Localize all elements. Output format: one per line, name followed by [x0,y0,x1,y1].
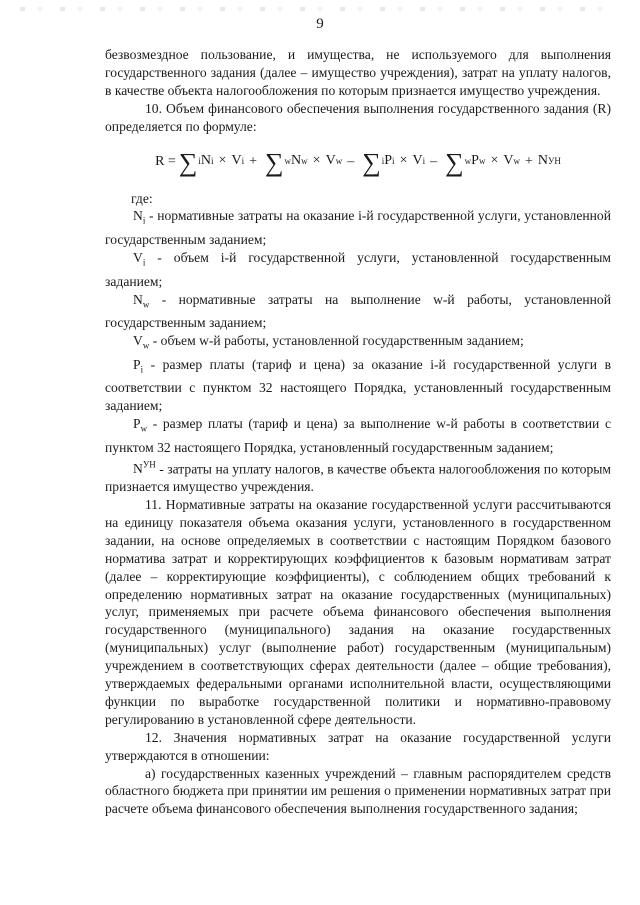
paragraph-intro: безвозмездное пользование, и имущества, не используемого для выполнения государственного задания (далее – имущество учреждения), затрат на уплату налогов, в качестве объекта налогообложения по которым признается имущество учреждения. [105,47,611,98]
definition-symbol: $N_w$ [133,291,150,310]
where-label: где: [131,190,153,206]
definition-item [105,457,611,496]
sum-index: i [198,155,201,166]
formula-operator: – [430,153,438,169]
definition-item [105,356,611,415]
sum-index: w [464,155,472,166]
sum-index: w [284,155,292,166]
formula-operator: – [347,153,355,169]
definition-item [105,207,611,249]
formula-operator: + [249,153,257,169]
definition-text: - размер платы (тариф и цена) за оказание i-й государственной услуги в соответствии с пунктом 32 настоящего Порядка, установленный государственным заданием; [105,356,611,414]
formula-operator: + [524,153,533,169]
formula-lhs: R = [155,153,176,169]
definition-text: - нормативные затраты на выполнение w-й работы, установленной государственным заданием; [105,291,611,331]
definition-text: - объем w-й работы, установленной государственным заданием; [149,333,524,349]
sum-symbol: ∑ [178,147,198,177]
sum-index: i [381,155,385,166]
definitions-list [105,207,611,496]
paragraph-12a: а) государственных казенных учреждений – главным распорядителем средств областного бюджета при принятии им решения о применении нормативных затрат при расчете объема финансового обеспечения выполнения государственного задания; [105,765,611,817]
definition-symbol: $N_i$ [133,208,146,227]
sum-symbol: ∑ [362,147,381,177]
formula-term: P i × V i [384,153,426,169]
page-number: 9 [316,16,324,32]
scan-artifact [20,7,620,11]
formula-term: N i × V i [200,153,245,169]
document-body [105,46,611,818]
sum-symbol: ∑ [264,147,284,177]
definition-item [105,415,611,457]
definition-item [105,249,611,291]
formula-term: N w × V w [291,153,343,169]
definition-text: - нормативные затраты на оказание i-й государственной услуги, установленной государственным заданием; [105,208,611,248]
definition-symbol: $P_i$ [133,356,144,375]
definition-text: - размер платы (тариф и цена) за выполнение w-й работы в соответствии с пунктом 32 настоящего Порядка, установленный государственным заданием; [105,416,611,455]
definition-item [105,332,611,356]
paragraph-10: 10. Объем финансового обеспечения выполнения государственного задания (R) определяется по формуле: [105,100,611,134]
paragraph-12: 12. Значения нормативных затрат на оказание государственной услуги утверждаются в отношении: [105,729,611,763]
definition-symbol: $V_i$ [133,249,146,268]
formula [105,137,611,187]
definition-text: - объем i-й государственной услуги, установленной государственным заданием; [105,249,611,289]
definition-symbol: $V_w$ [133,333,150,351]
paragraph-11: 11. Нормативные затраты на оказание государственной услуги рассчитываются на единицу показателя объема оказания услуги, установленного в государственном задании, на основе определяемых в соответствии с настоящим Порядком базового норматива затрат и корректирующих коэффициентов к базовым нормативам затрат (далее – корректирующие коэффициенты), с соблюдением общих требований к определению нормативных затрат на оказание государственных (муниципальных) услуг, применяемых при расчете объема финансового обеспечения выполнения государственного (муниципального) задания на оказание государственных (муниципальных) услуг (выполнение работ) государственным (муниципальным) учреждением в соответствующих сферах деятельности (далее – общие требования), утверждаемых федеральными органами исполнительной власти, осуществляющими функции по выработке государственной политики и нормативно-правовому регулированию в установленной сфере деятельности. [105,496,611,727]
definition-text: - затраты на уплату налогов, в качестве объекта налогообложения по которым признается имущество учреждения. [105,461,611,495]
definition-symbol: $N^{УН}$ [133,459,156,477]
sum-symbol: ∑ [445,147,464,177]
formula-term: P w × V w [471,153,520,169]
definition-symbol: $P_w$ [133,416,148,434]
definition-item [105,291,611,333]
formula-term-tax: N УН [537,153,561,169]
